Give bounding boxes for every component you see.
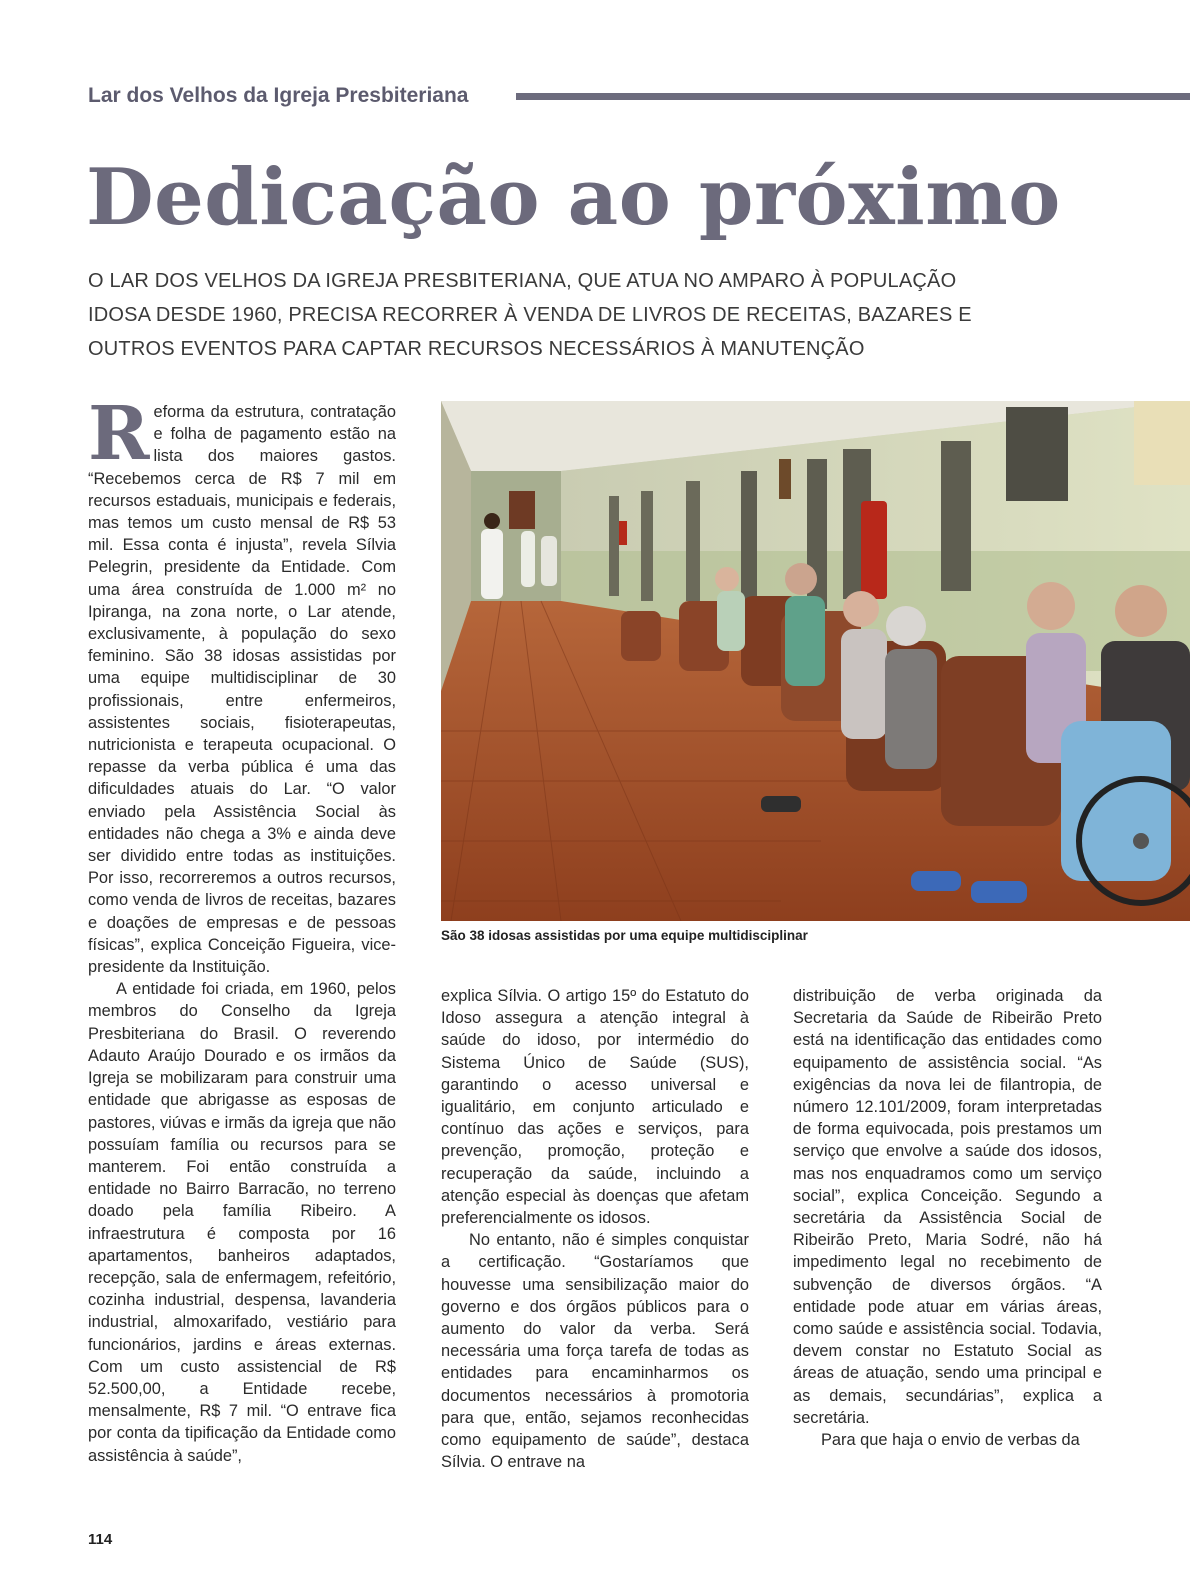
article-title: Dedicação ao próximo — [86, 152, 1061, 243]
paragraph — [88, 391, 396, 978]
photo-caption: São 38 idosas assistidas por uma equipe multidisciplinar — [441, 928, 808, 943]
lead-line: IDOSA DESDE 1960, PRECISA RECORRER À VENDA DE LIVROS DE RECEITAS, BAZARES E — [88, 304, 972, 326]
paragraph: distribuição de verba originada da Secretaria da Saúde de Ribeirão Preto está na identificação das entidades como equipamento de assistência social. “As exigências da nova lei de filantropia, de número 12.101/2009, foram interpretadas de forma equivocada, pois prestamos um serviço que envolve a saúde dos idosos, mas nos enquadramos como um serviço social”, explica Conceição. Segundo a secretária da Assistência Social de Ribeirão Preto, Maria Sodré, não há impedimento legal no recebimento de subvenção de diversos órgãos. “A entidade pode atuar em várias áreas, como saúde e assistência social. Todavia, devem constar no Estatuto Social as áreas de atuação, sendo uma principal e as demais, secundárias”, explica a secretária. — [793, 987, 1102, 1427]
lead-line: O LAR DOS VELHOS DA IGREJA PRESBITERIANA, QUE ATUA NO AMPARO À POPULAÇÃO — [88, 270, 957, 292]
page-number: 114 — [88, 1531, 113, 1548]
article-column-2 — [441, 985, 749, 1473]
lead-line: OUTROS EVENTOS PARA CAPTAR RECURSOS NECESSÁRIOS À MANUTENÇÃO — [88, 338, 865, 360]
paragraph: A entidade foi criada, em 1960, pelos membros do Conselho da Igreja Presbiteriana do Brasil. O reverendo Adauto Araújo Dourado e os irmãos da Igreja se mobilizaram para construir uma entidade que abrigasse as esposas de pastores, viúvas e irmãs da igreja que não possuíam família ou recursos para se manterem. Foi então construída a entidade no Bairro Barracão, no terreno doado pela família Ribeiro. A infraestrutura é composta por 16 apartamentos, banheiros adaptados, recepção, sala de enfermagem, refeitório, cozinha industrial, despensa, lavanderia industrial, almoxarifado, vestiário para funcionários, jardins e áreas externas. Com um custo assistencial de R$ 52.500,00, a Entidade recebe, mensalmente, R$ 7 mil. “O entrave fica por conta da tipificação da Entidade como assistência à saúde”, — [88, 980, 396, 1465]
drop-cap: R — [88, 391, 150, 477]
paragraph: No entanto, não é simples conquistar a certificação. “Gostaríamos que houvesse uma sensibilização maior do governo e dos órgãos públicos para o aumento do valor da verba. Será necessária uma força tarefa de todas as entidades para encaminharmos os documentos necessários à promotoria para que, então, sejamos reconhecidas como equipamento de saúde”, destaca Sílvia. O entrave na — [441, 1231, 749, 1472]
paragraph-text: eforma da estrutura, contratação e folha de pagamento estão na lista dos maiores gastos. “Recebemos cerca de R$ 7 mil em recursos estaduais, municipais e federais, mas temos um custo mensal de R$ 53 mil. Essa conta é injusta”, revela Sílvia Pelegrin, presidente da Entidade. Com uma área construída de 1.000 m² no Ipiranga, na zona norte, o Lar atende, exclusivamente, à população do sexo feminino. São 38 idosas assistidas por uma equipe multidisciplinar de 30 profissionais, entre enfermeiros, assistentes sociais, fisioterapeutas, nutricionista e terapeuta ocupacional. O repasse da verba pública é uma das dificuldades atuais do Lar. “O valor enviado pela Assistência Social às entidades não chega a 3% e ainda deve ser dividido entre todas as instituições. Por isso, recorreremos a outros recursos, como venda de livros de receitas, bazares e doações de empresas e de pessoas físicas”, explica Conceição Figueira, vice-presidente da Instituição. — [88, 403, 396, 977]
article-column-3 — [793, 985, 1102, 1451]
section-divider — [516, 93, 1190, 100]
article-photo — [441, 401, 1190, 921]
article-lead — [88, 264, 972, 366]
section-label: Lar dos Velhos da Igreja Presbiteriana — [88, 84, 469, 107]
article-column-1 — [88, 391, 396, 1467]
paragraph: explica Sílvia. O artigo 15º do Estatuto do Idoso assegura a atenção integral à saúde do idoso, por intermédio do Sistema Único de Saúde (SUS), garantindo o acesso universal e igualitário, em conjunto articulado e contínuo das ações e serviços, para prevenção, promoção, proteção e recuperação da saúde, incluindo a atenção especial às doenças que afetam preferencialmente os idosos. — [441, 987, 749, 1228]
paragraph: Para que haja o envio de verbas da — [821, 1431, 1080, 1450]
